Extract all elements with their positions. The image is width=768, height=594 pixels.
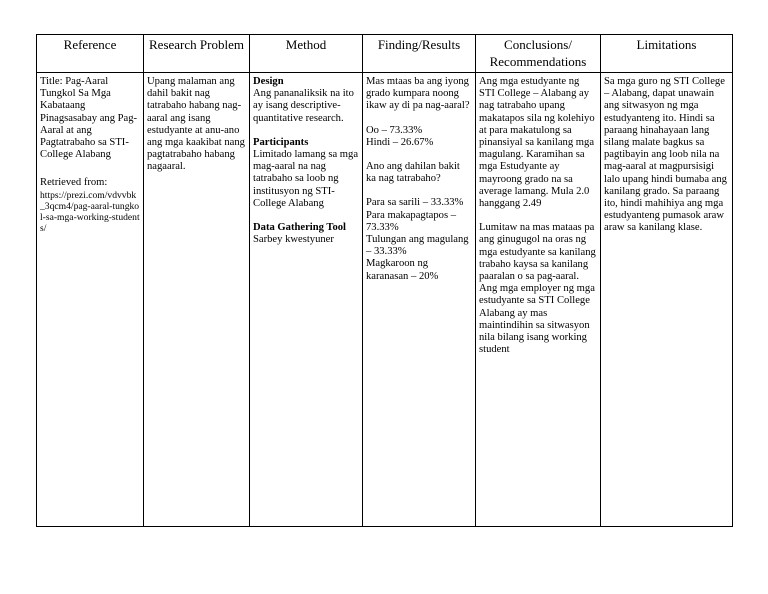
document-page xyxy=(36,34,732,527)
table-row xyxy=(37,73,733,527)
finding-question-1: Mas mtaas ba ang iyong grado kumpara noong ikaw ay di pa nag-aaral? xyxy=(366,76,470,112)
participants-text: Limitado lamang sa mga mag-aaral na nag tatrabaho sa loob ng institusyon ng STI-College Alabang xyxy=(253,149,359,209)
header-findings: Finding/Results xyxy=(363,35,476,73)
research-problem-text: Upang malaman ang dahil bakit nag tatrabaho habang nag-aaral ang isang estudyante at anu-ano ang mga kaakibat nang pagtatrabaho habang nagaaral. xyxy=(147,76,245,173)
tool-heading: Data Gathering Tool xyxy=(253,222,346,234)
header-method: Method xyxy=(250,35,363,73)
conclusion-paragraph-2: Lumitaw na mas mataas pa ang ginugugol na oras ng mga estudyante sa kanilang trabaho kaysa sa kanilang paaralan o sa pag-aaral. Ang mga employer ng mga estudyante sa STI College Alabang ay mas maintindihin sa sitwasyon nila bilang isang working student xyxy=(479,222,596,356)
header-research-problem: Research Problem xyxy=(144,35,250,73)
cell-limitations xyxy=(601,73,733,527)
cell-method xyxy=(250,73,363,527)
reference-url: https://prezi.com/vdvvbk_3qcm4/pag-aaral-tungkol-sa-mga-working-students/ xyxy=(40,189,140,235)
design-text: Ang pananaliksik na ito ay isang descriptive-quantitative research. xyxy=(253,88,354,124)
cell-research-problem xyxy=(144,73,250,527)
finding-answer: Para makapagtapos – 73.33% xyxy=(366,209,457,233)
table-header-row xyxy=(37,35,733,73)
retrieved-label: Retrieved from: xyxy=(40,177,108,189)
finding-answer: Magkaroon ng karanasan – 20% xyxy=(366,258,439,282)
header-conclusions: Conclusions/ Recommendations xyxy=(476,35,601,73)
cell-conclusions xyxy=(476,73,601,527)
finding-question-2: Ano ang dahilan bakit ka nag tatrabaho? xyxy=(366,161,460,185)
finding-answer: Tulungan ang magulang – 33.33% xyxy=(366,234,469,258)
finding-answer: Oo – 73.33% xyxy=(366,124,423,136)
finding-answer: Para sa sarili – 33.33% xyxy=(366,197,464,209)
finding-answer: Hindi – 26.67% xyxy=(366,136,434,148)
design-heading: Design xyxy=(253,76,284,87)
participants-heading: Participants xyxy=(253,136,309,148)
cell-findings xyxy=(363,73,476,527)
header-reference: Reference xyxy=(37,35,144,73)
header-limitations: Limitations xyxy=(601,35,733,73)
cell-reference xyxy=(37,73,144,527)
literature-review-table xyxy=(36,34,733,527)
limitations-text: Sa mga guro ng STI College – Alabang, dapat unawain ang sitwasyon ng mga estudyanteng ito. Hindi sa paraang hinahayaan lang silang malate bagkus sa pagtibayin ang loob nila na mag-aaral at magpursisigi lalo upang hindi bumaba ang kanilang grado. Sa paraang ito, hindi mahihiya ang mga estudyanteng pumasok araw araw sa kanilang klase. xyxy=(604,76,727,234)
conclusion-paragraph-1: Ang mga estudyante ng STI College – Alabang ay nag tatrabaho upang makatapos sila ng kolehiyo at para makatulong sa pinansiyal sa kanilang mga magulang. Karamihan sa mga Estudyante ay mayroong grado na sa average lamang. Mula 2.0 hanggang 2.49 xyxy=(479,76,595,210)
tool-text: Sarbey kwestyuner xyxy=(253,234,334,246)
reference-title: Title: Pag-Aaral Tungkol Sa Mga Kabataang Pinagsasabay ang Pag-Aaral at ang Pagtatrabaho sa STI-College Alabang xyxy=(40,76,138,161)
